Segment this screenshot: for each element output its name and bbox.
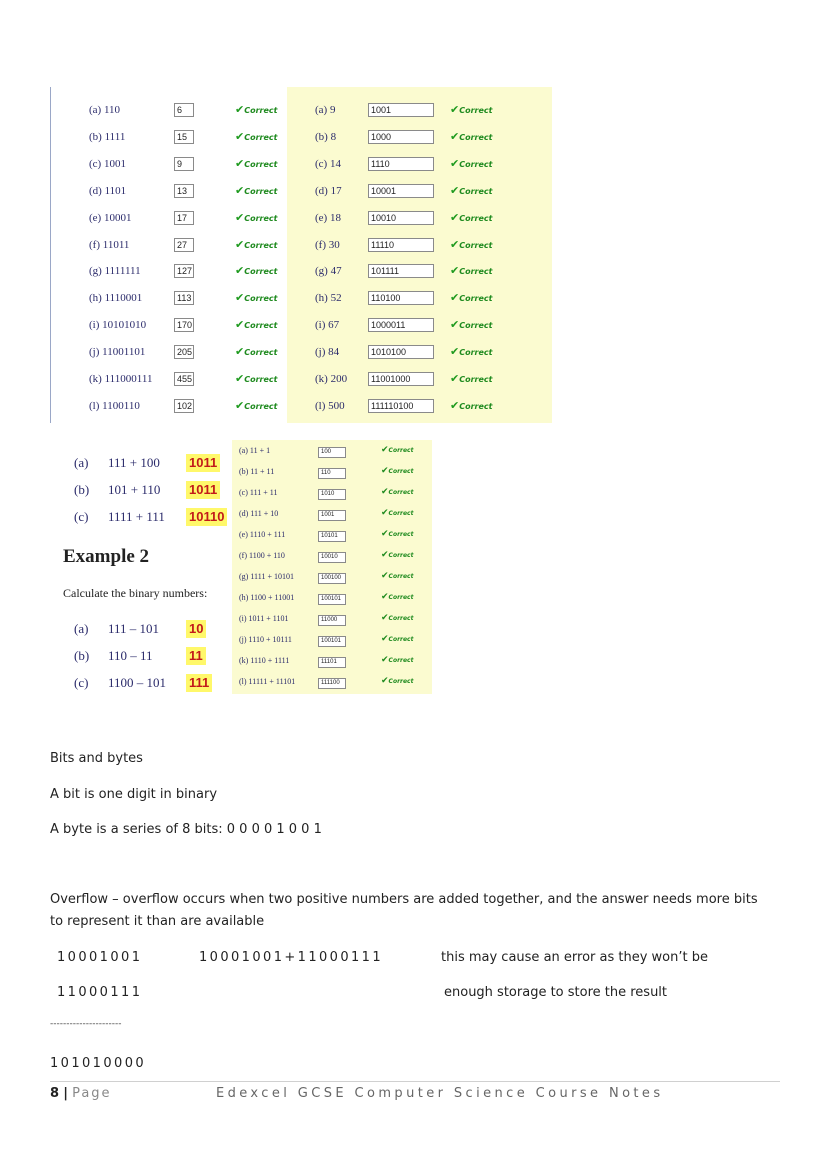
addition-answers-table (232, 440, 432, 694)
question-label: (b) 1111 (89, 130, 126, 143)
correct-text: Correct (244, 159, 278, 169)
answer-box: 113 (174, 291, 194, 305)
correct-mark (235, 372, 277, 385)
answer-box: 101111 (368, 264, 434, 278)
correct-mark (381, 466, 413, 476)
check-icon: ✔ (450, 398, 460, 412)
question-letter: (a) (74, 621, 89, 636)
question-label: (c) 111 + 11 (239, 488, 278, 497)
correct-mark (381, 550, 413, 560)
question-label: (a) 11 + 1 (239, 446, 271, 455)
correct-text: Correct (244, 267, 278, 277)
table-row (232, 610, 432, 630)
correct-text: Correct (244, 401, 278, 411)
question-label: (f) 1100 + 110 (239, 551, 285, 560)
question-label: (d) 1101 (89, 184, 127, 197)
answer-box: 17 (174, 211, 194, 225)
correct-mark (450, 103, 492, 116)
correct-text: Correct (244, 106, 278, 115)
question-label: (d) 17 (315, 184, 342, 197)
answer-box: 1010 (318, 489, 346, 500)
correct-mark (450, 184, 492, 197)
table-row (232, 589, 432, 609)
check-icon: ✔ (450, 156, 460, 170)
check-icon: ✔ (450, 291, 460, 305)
correct-text: Correct (244, 321, 278, 331)
table-row (50, 289, 552, 309)
check-icon: ✔ (450, 237, 460, 251)
question-label: (f) 30 (315, 238, 340, 251)
question-letter: (c) (74, 509, 89, 524)
answer-box: 15 (174, 130, 194, 144)
correct-mark (381, 487, 413, 497)
question-label: (i) 10101010 (89, 319, 147, 332)
question-label: (l) 500 (315, 399, 345, 412)
table-row (232, 526, 432, 546)
table-row (50, 155, 552, 175)
correct-mark (235, 345, 277, 358)
correct-mark (381, 676, 413, 686)
check-icon: ✔ (235, 318, 245, 332)
correct-text: Correct (244, 132, 278, 142)
table-row (50, 128, 552, 148)
correct-text: Correct (388, 573, 414, 580)
question-label: (l) 1100110 (89, 399, 140, 412)
check-icon: ✔ (450, 264, 460, 278)
correct-mark (450, 345, 492, 358)
table-row (232, 484, 432, 504)
overflow-note-line-2: enough storage to store the result (444, 985, 668, 1000)
answer-highlight: 1011 (186, 481, 220, 499)
answer-box: 11001000 (368, 372, 434, 386)
check-icon: ✔ (450, 183, 460, 197)
check-icon: ✔ (235, 291, 245, 305)
question-label: (c) 14 (315, 157, 341, 170)
answer-box: 100101 (318, 594, 346, 605)
correct-mark (235, 238, 277, 251)
binary-number-2: 11000111 (57, 985, 143, 1000)
answer-box: 110100 (368, 291, 434, 305)
question-label: (h) 1100 + 11001 (239, 593, 295, 602)
check-icon: ✔ (381, 508, 389, 518)
answer-box: 27 (174, 238, 194, 252)
answer-box: 205 (174, 345, 194, 359)
correct-mark (450, 291, 492, 304)
question-label: (k) 111000111 (89, 373, 153, 385)
bit-definition: A bit is one digit in binary (50, 787, 218, 802)
course-title: Edexcel GCSE Computer Science Course Notes (216, 1086, 664, 1101)
question-letter: (b) (74, 648, 90, 663)
question-label: (a) 110 (89, 104, 121, 116)
answer-box: 127 (174, 264, 194, 278)
check-icon: ✔ (450, 372, 460, 385)
answer-box: 1010100 (368, 345, 434, 359)
correct-text: Correct (459, 186, 493, 196)
correct-mark (381, 592, 413, 602)
table-row (232, 652, 432, 672)
correct-mark (235, 264, 277, 277)
answer-box: 1001 (368, 103, 434, 117)
correct-text: Correct (388, 636, 414, 643)
check-icon: ✔ (381, 571, 389, 581)
question-label: (g) 47 (315, 265, 342, 278)
check-icon: ✔ (235, 264, 245, 278)
table-row (50, 370, 552, 390)
example-2-title: Example 2 (63, 546, 150, 567)
table-row (232, 505, 432, 525)
check-icon: ✔ (381, 613, 389, 623)
question-label: (g) 1111 + 10101 (239, 572, 294, 581)
answer-box: 10001 (368, 184, 434, 198)
correct-text: Correct (459, 294, 493, 304)
bits-bytes-heading: Bits and bytes (50, 751, 143, 766)
question-label: (j) 1110 + 10111 (239, 635, 292, 644)
question-letter: (a) (74, 455, 89, 470)
check-icon: ✔ (450, 318, 460, 332)
answer-box: 111110100 (368, 399, 434, 413)
question-label: (l) 11111 + 11101 (239, 677, 296, 686)
question-expression: 111 – 101 (108, 621, 160, 636)
table-row (50, 316, 552, 336)
question-letter: (b) (74, 482, 90, 497)
correct-text: Correct (459, 159, 493, 169)
table-row (50, 397, 552, 417)
answer-box: 1000 (368, 130, 434, 144)
byte-definition: A byte is a series of 8 bits: 0 0 0 0 1 0 0 1 (50, 822, 322, 837)
check-icon: ✔ (381, 550, 389, 560)
table-row (50, 262, 552, 282)
correct-mark (235, 103, 277, 116)
correct-mark (235, 211, 277, 224)
check-icon: ✔ (235, 237, 245, 251)
correct-mark (450, 157, 492, 170)
answer-box: 100101 (318, 636, 346, 647)
correct-mark (450, 238, 492, 251)
check-icon: ✔ (235, 156, 245, 170)
sum-divider: ---------------------- (50, 1019, 122, 1029)
correct-text: Correct (388, 447, 414, 454)
question-label: (h) 52 (315, 292, 342, 305)
correct-mark (450, 264, 492, 277)
question-label: (h) 1110001 (89, 292, 143, 305)
correct-mark (450, 399, 492, 412)
answer-box: 110 (318, 468, 346, 479)
question-label: (e) 18 (315, 211, 341, 224)
check-icon: ✔ (235, 103, 245, 116)
page-number (50, 1086, 112, 1101)
question-expression: 110 – 11 (108, 648, 153, 663)
correct-mark (235, 184, 277, 197)
answer-box: 111100 (318, 678, 346, 689)
correct-text: Correct (459, 401, 493, 411)
correct-text: Correct (459, 321, 493, 331)
footer-rule (50, 1081, 780, 1082)
question-label: (b) 8 (315, 130, 337, 143)
correct-mark (381, 508, 413, 518)
check-icon: ✔ (235, 183, 245, 197)
correct-text: Correct (388, 510, 414, 517)
correct-text: Correct (459, 240, 493, 250)
check-icon: ✔ (450, 103, 460, 116)
question-label: (d) 111 + 10 (239, 509, 279, 518)
table-row (50, 343, 552, 363)
correct-text: Correct (244, 186, 278, 196)
table-row (50, 101, 552, 121)
question-label: (e) 1110 + 111 (239, 530, 286, 539)
overflow-note-line-1: this may cause an error as they won’t be (441, 950, 708, 965)
page-word: Page (72, 1086, 112, 1101)
answer-box: 10010 (318, 552, 346, 563)
question-label: (j) 84 (315, 346, 340, 359)
correct-mark (235, 318, 277, 331)
correct-text: Correct (244, 348, 278, 358)
correct-text: Correct (244, 375, 278, 384)
table-row (50, 182, 552, 202)
correct-text: Correct (244, 294, 278, 304)
correct-text: Correct (388, 531, 414, 538)
correct-text: Correct (244, 213, 278, 223)
answer-highlight: 10110 (186, 508, 227, 526)
correct-text: Correct (388, 657, 414, 664)
table-row (232, 547, 432, 567)
check-icon: ✔ (450, 129, 460, 143)
answer-box: 10010 (368, 211, 434, 225)
correct-text: Correct (388, 594, 414, 601)
correct-mark (381, 613, 413, 623)
check-icon: ✔ (381, 445, 389, 455)
answer-box: 6 (174, 103, 194, 117)
correct-text: Correct (388, 489, 414, 496)
answer-box: 10101 (318, 531, 346, 542)
answer-highlight: 11 (186, 647, 206, 665)
question-expression: 111 + 100 (108, 455, 160, 470)
question-label: (i) 1011 + 1101 (239, 614, 289, 623)
correct-mark (450, 130, 492, 143)
correct-text: Correct (459, 348, 493, 358)
check-icon: ✔ (235, 398, 245, 412)
correct-text: Correct (388, 678, 414, 685)
correct-mark (381, 445, 413, 455)
binary-sum-expression: 10001001+11000111 (199, 950, 384, 965)
correct-mark (450, 372, 492, 385)
question-label: (g) 1111111 (89, 265, 141, 278)
correct-text: Correct (459, 106, 493, 115)
answer-highlight: 10 (186, 620, 206, 638)
table-row (232, 463, 432, 483)
answer-box: 100100 (318, 573, 346, 584)
answer-box: 11101 (318, 657, 346, 668)
check-icon: ✔ (381, 466, 389, 476)
correct-mark (381, 529, 413, 539)
check-icon: ✔ (450, 210, 460, 224)
answer-box: 102 (174, 399, 194, 413)
answer-box: 13 (174, 184, 194, 198)
answer-box: 170 (174, 318, 194, 332)
example-2-instruction: Calculate the binary numbers: (63, 586, 208, 600)
table-row (232, 442, 432, 462)
correct-mark (381, 634, 413, 644)
check-icon: ✔ (381, 655, 389, 665)
question-label: (k) 200 (315, 373, 348, 385)
question-expression: 1111 + 111 (108, 509, 165, 524)
check-icon: ✔ (381, 676, 389, 686)
conversion-answers-table (50, 87, 552, 423)
question-label: (a) 9 (315, 104, 336, 116)
correct-text: Correct (459, 375, 493, 384)
answer-box: 455 (174, 372, 194, 386)
binary-result: 101010000 (50, 1056, 147, 1071)
page-number-value: 8 (50, 1086, 60, 1101)
table-row (50, 236, 552, 256)
table-row (232, 631, 432, 651)
correct-mark (450, 318, 492, 331)
question-expression: 101 + 110 (108, 482, 161, 497)
check-icon: ✔ (450, 345, 460, 359)
correct-mark (235, 291, 277, 304)
question-label: (c) 1001 (89, 157, 126, 170)
question-label: (k) 1110 + 1111 (239, 656, 290, 665)
question-label: (e) 10001 (89, 211, 132, 224)
correct-text: Correct (388, 468, 414, 475)
question-expression: 1100 – 101 (108, 675, 167, 690)
correct-text: Correct (388, 552, 414, 559)
answer-highlight: 1011 (186, 454, 220, 472)
question-label: (i) 67 (315, 319, 340, 332)
correct-text: Correct (244, 240, 278, 250)
answer-box: 9 (174, 157, 194, 171)
correct-text: Correct (388, 615, 414, 622)
answer-box: 1110 (368, 157, 434, 171)
check-icon: ✔ (235, 129, 245, 143)
answer-box: 1001 (318, 510, 346, 521)
correct-mark (235, 157, 277, 170)
table-row (232, 673, 432, 693)
overflow-paragraph: Overflow – overflow occurs when two positive numbers are added together, and the answer needs more bits to represent it than are available (50, 892, 758, 929)
binary-number-1: 10001001 (57, 950, 143, 965)
table-row (232, 568, 432, 588)
check-icon: ✔ (381, 592, 389, 602)
answer-box: 100 (318, 447, 346, 458)
correct-mark (235, 399, 277, 412)
correct-text: Correct (459, 132, 493, 142)
check-icon: ✔ (235, 372, 245, 385)
page-separator: | (63, 1086, 68, 1101)
correct-mark (381, 571, 413, 581)
correct-mark (450, 211, 492, 224)
question-letter: (c) (74, 675, 89, 690)
answer-highlight: 111 (186, 674, 212, 692)
question-label: (j) 11001101 (89, 346, 146, 359)
table-row (50, 209, 552, 229)
answer-box: 11110 (368, 238, 434, 252)
question-label: (b) 11 + 11 (239, 467, 275, 476)
correct-text: Correct (459, 267, 493, 277)
check-icon: ✔ (381, 529, 389, 539)
check-icon: ✔ (235, 210, 245, 224)
question-label: (f) 11011 (89, 238, 130, 251)
answer-box: 11000 (318, 615, 346, 626)
check-icon: ✔ (381, 634, 389, 644)
answer-box: 1000011 (368, 318, 434, 332)
correct-text: Correct (459, 213, 493, 223)
check-icon: ✔ (381, 487, 389, 497)
correct-mark (381, 655, 413, 665)
check-icon: ✔ (235, 345, 245, 359)
correct-mark (235, 130, 277, 143)
